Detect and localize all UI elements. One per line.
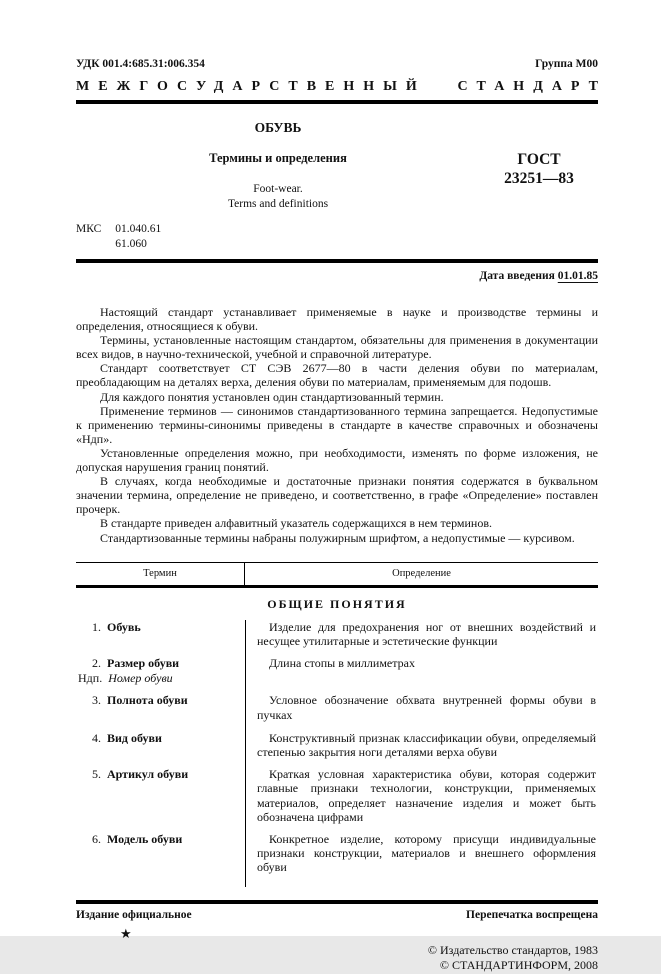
table-row — [76, 693, 598, 721]
term-number: 4. — [92, 730, 101, 745]
table-row — [76, 731, 598, 759]
document-title: ОБУВЬ — [254, 120, 302, 135]
column-header-term: Термин — [76, 563, 245, 585]
standard-word-2: СТАНДАРТ — [457, 79, 607, 94]
mks-code-1: 01.040.61 — [115, 223, 162, 235]
title-english-line1: Foot-wear. — [253, 183, 303, 195]
gost-number-block — [480, 150, 598, 212]
ndp-term: Номер обуви — [108, 671, 173, 686]
table-row — [76, 832, 598, 875]
table-row — [76, 620, 598, 648]
term-cell — [76, 656, 245, 685]
document-header — [76, 58, 598, 70]
term-text: Полнота обуви — [107, 693, 188, 708]
table-row — [76, 767, 598, 824]
intro-paragraph: Для каждого понятия установлен один стандартизованный термин. — [100, 389, 444, 404]
gost-label: ГОСТ — [517, 151, 561, 168]
reprint-notice: Перепечатка воспрещена — [466, 908, 598, 921]
gost-number: 23251—83 — [504, 170, 574, 187]
term-text: Обувь — [107, 619, 141, 634]
term-number: 1. — [92, 619, 101, 634]
date-label: Дата введения — [479, 270, 555, 282]
term-text: Артикул обуви — [107, 767, 189, 782]
star-icon: ★ — [120, 925, 132, 941]
term-cell — [76, 620, 245, 648]
table-body — [76, 620, 598, 887]
intro-paragraph: Применение терминов — синонимов стандартизованного термина запрещается. Недопустимые к применению термины-синонимы приведены в стандарте в качестве справочных и обозначены «Ндп». — [76, 403, 598, 446]
definition-cell: Краткая условная характеристика обуви, которая содержит главные признаки технологии, конструкции, применяемых материалов, определяет назначение изделия и может быть обозначена цифрами — [257, 767, 596, 824]
title-english — [76, 182, 480, 212]
official-edition-label: Издание официальное — [76, 908, 192, 921]
date-value: 01.01.85 — [557, 270, 598, 282]
mks-codes — [115, 222, 161, 252]
definition-cell: Условное обозначение обхвата внутренней формы обуви в пучках — [257, 693, 596, 722]
footer-rule — [76, 900, 598, 904]
page-content — [76, 0, 607, 974]
definition-cell: Конкретное изделие, которому присущи индивидуальные признаки конструкции, материалов и внешнего оформления обуви — [257, 832, 596, 875]
intro-paragraph: Стандарт соответствует СТ СЭВ 2677—80 в части деления обуви по материалам, преобладающим на деталях верха, деления обуви по материалам, применяемым для подошв. — [76, 361, 598, 390]
mks-block — [76, 222, 598, 252]
group-code: Группа М00 — [535, 58, 598, 70]
title-column — [76, 120, 480, 212]
term-cell — [76, 767, 245, 824]
intro-paragraph: Настоящий стандарт устанавливает применяемые в науке и производстве термины и определения, относящиеся к обуви. — [76, 305, 598, 334]
terms-table — [76, 562, 598, 887]
table-header-row — [76, 562, 598, 588]
definition-cell: Изделие для предохранения ног от внешних воздействий и несущее утилитарные и эстетические функции — [257, 619, 596, 648]
title-area — [76, 120, 598, 212]
footer-line — [76, 909, 598, 921]
mks-code-2: 61.060 — [115, 238, 147, 250]
term-text: Вид обуви — [107, 730, 162, 745]
term-number: 3. — [92, 693, 101, 708]
term-text: Модель обуви — [107, 832, 183, 847]
column-header-definition: Определение — [392, 567, 451, 579]
term-text: Размер обуви — [107, 656, 180, 670]
term-number: 2. — [92, 656, 101, 670]
intro-paragraphs — [76, 305, 598, 545]
table-row — [76, 656, 598, 685]
term-cell — [76, 693, 245, 721]
intro-paragraph: Стандартизованные термины набраны полужирным шрифтом, а недопустимые — курсивом. — [100, 530, 575, 545]
standard-word-1: МЕЖГОСУДАРСТВЕННЫЙ — [76, 79, 426, 94]
term-cell — [76, 731, 245, 759]
ndp-line — [76, 671, 235, 685]
copyright-block — [76, 943, 598, 974]
standard-type-heading — [76, 79, 607, 95]
intro-paragraph: В случаях, когда необходимые и достаточные признаки понятия содержатся в буквальном значении термина, определение не приведено, и соответственно, в графе «Определение» поставлен прочерк. — [76, 474, 598, 517]
term-number: 6. — [92, 832, 101, 847]
title-english-line2: Terms and definitions — [227, 198, 329, 210]
copyright-line-2: © СТАНДАРТИНФОРМ, 2008 — [439, 958, 598, 973]
mks-label: МКС — [76, 223, 102, 235]
column-divider — [245, 620, 246, 887]
header-rule — [76, 100, 598, 104]
udk-code: УДК 001.4:685.31:006.354 — [76, 58, 205, 70]
term-cell — [76, 832, 245, 875]
term-number: 5. — [92, 767, 101, 782]
mid-rule — [76, 259, 598, 263]
introduction-date — [76, 270, 598, 282]
definition-cell: Длина стопы в миллиметрах — [269, 656, 415, 670]
intro-paragraph: В стандарте приведен алфавитный указатель содержащихся в нем терминов. — [100, 516, 492, 531]
intro-paragraph: Термины, установленные настоящим стандартом, обязательны для применения в документации всех видов, в научно-технической, учебной и справочной литературе. — [76, 333, 598, 362]
definition-cell: Конструктивный признак классификации обуви, определяемый степенью закрытия ноги деталями верха обуви — [257, 730, 596, 760]
document-subtitle: Термины и определения — [209, 151, 347, 165]
copyright-line-1: © Издательство стандартов, 1983 — [427, 942, 598, 957]
intro-paragraph: Установленные определения можно, при необходимости, изменять по форме изложения, не допуская нарушения границ понятий. — [76, 445, 598, 475]
ndp-label: Ндп. — [78, 671, 103, 686]
section-title: ОБЩИЕ ПОНЯТИЯ — [267, 596, 407, 611]
